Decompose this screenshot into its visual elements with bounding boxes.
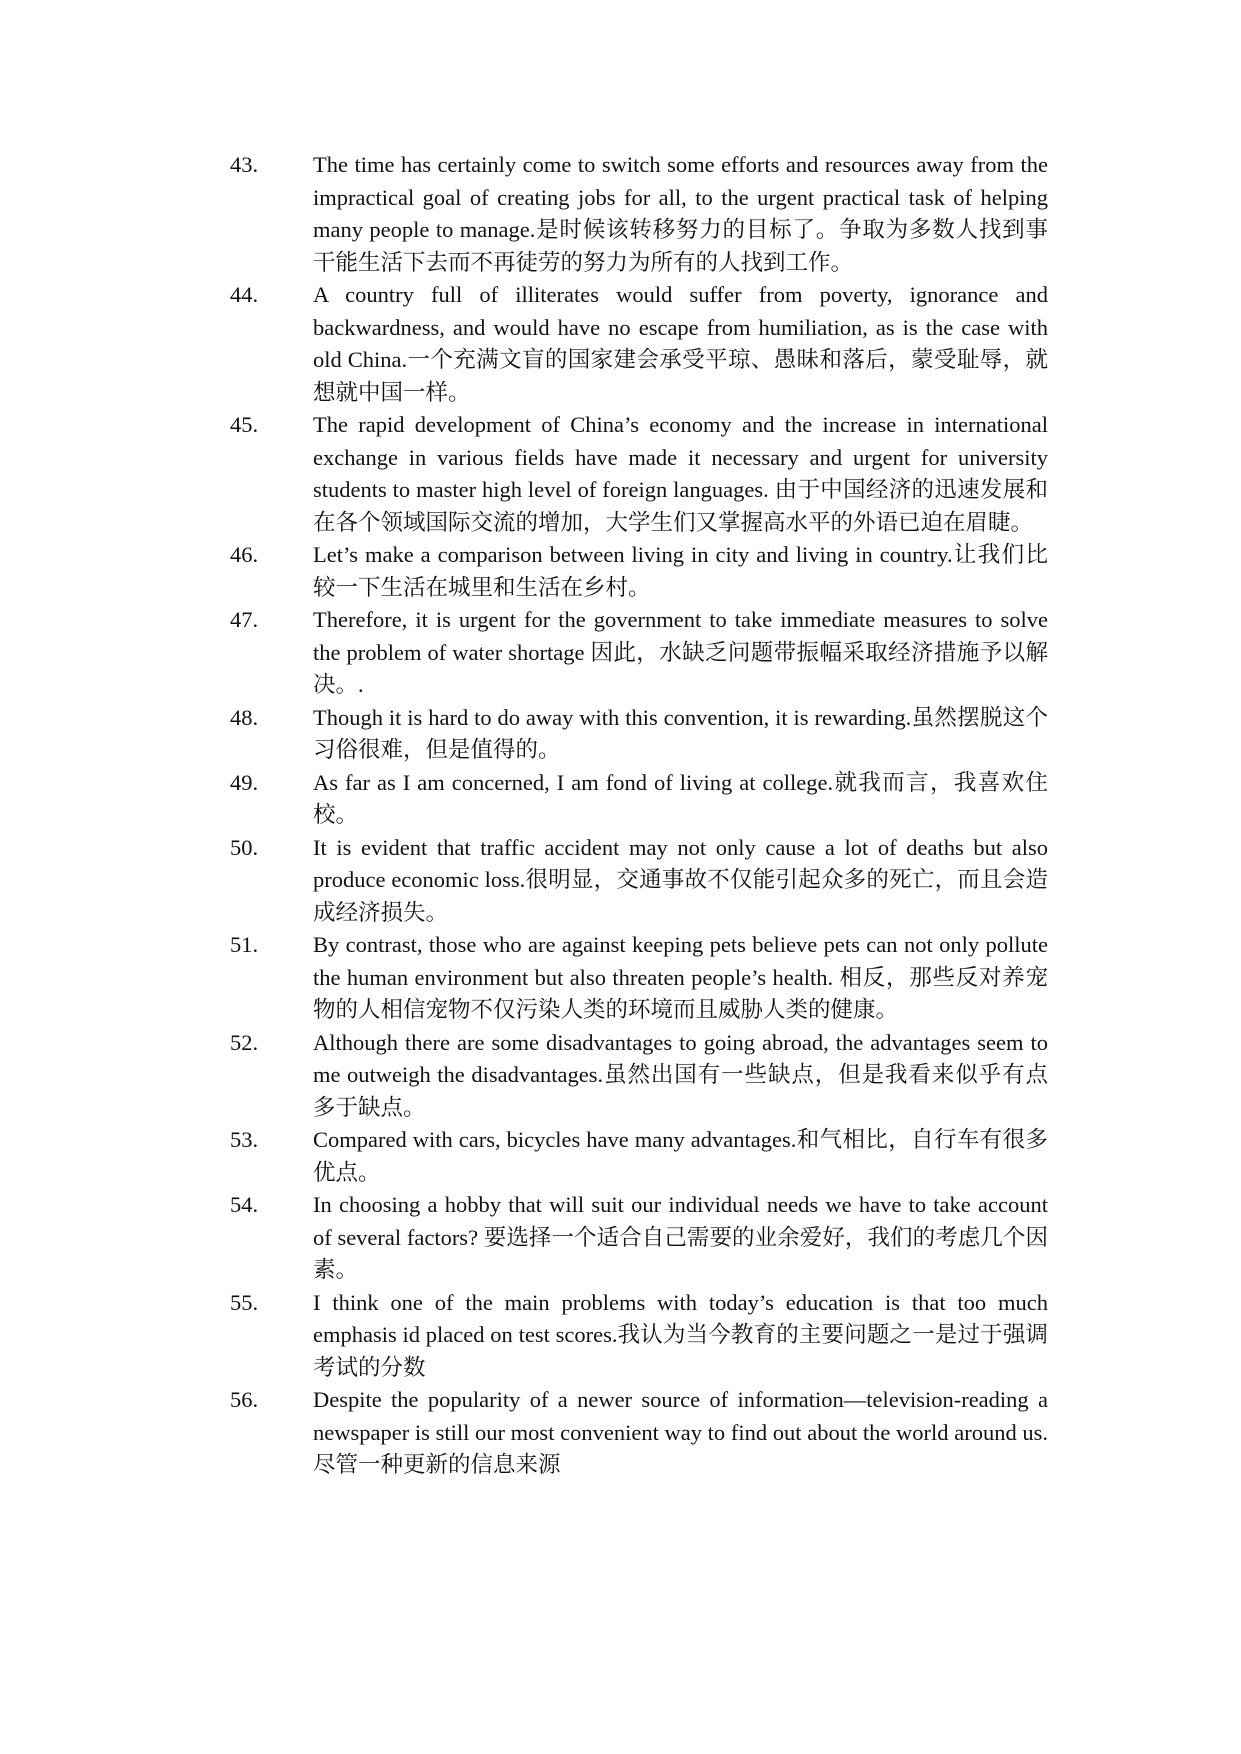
item-text: I think one of the main problems with today’s education is that too much emphasis id placed on test scores.我认为当今教育的主要问题之一是过于强调考试的分数 xyxy=(313,1289,1048,1380)
list-item xyxy=(230,539,1048,604)
item-number: 44. xyxy=(230,282,259,307)
item-number: 52. xyxy=(230,1029,259,1055)
item-number: 50. xyxy=(230,834,259,860)
item-text: The rapid development of China’s economy and the increase in international exchange in various fields have made it necessary and urgent for university students to master high level of foreign languages. 由于中国经济的迅速发展和在各个领域国际交流的增加，大学生们又掌握高水平的外语已迫在眉睫。 xyxy=(313,412,1048,535)
item-number: 49. xyxy=(230,769,259,795)
item-number: 54. xyxy=(230,1192,259,1217)
list-item xyxy=(230,604,1048,702)
item-text: Compared with cars, bicycles have many advantages.和气相比，自行车有很多优点。 xyxy=(313,1127,1048,1185)
item-text: By contrast, those who are against keeping pets believe pets can not only pollute the human environment but also threaten people’s health. 相反，那些反对养宠物的人相信宠物不仅污染人类的环境而且威胁人类的健康。 xyxy=(313,932,1048,1022)
list-item xyxy=(230,1384,1048,1482)
sentence-list xyxy=(230,149,1048,1482)
item-text: A country full of illiterates would suffer from poverty, ignorance and backwardness, and would have no escape from humiliation, as is the case with old China.一个充满文盲的国家建会承受平琼、愚昧和落后，蒙受耻辱，就想就中国一样。 xyxy=(313,282,1048,405)
item-number: 47. xyxy=(230,607,259,632)
item-text: Despite the popularity of a newer source of information—television-reading a newspaper is still our most convenient way to find out about the world around us. 尽管一种更新的信息来源 xyxy=(313,1387,1048,1477)
list-item xyxy=(230,1287,1048,1385)
list-item xyxy=(230,279,1048,409)
item-text: In choosing a hobby that will suit our individual needs we have to take account of several factors? 要选择一个适合自己需要的业余爱好，我们的考虑几个因素。 xyxy=(313,1192,1048,1282)
item-number: 55. xyxy=(230,1289,259,1315)
item-number: 48. xyxy=(230,704,259,730)
item-number: 46. xyxy=(230,542,259,567)
item-number: 53. xyxy=(230,1127,259,1152)
item-text: It is evident that traffic accident may not only cause a lot of deaths but also produce economic loss.很明显，交通事故不仅能引起众多的死亡，而且会造成经济损失。 xyxy=(313,834,1048,925)
item-text: Let’s make a comparison between living in city and living in country.让我们比较一下生活在城里和生活在乡村。 xyxy=(313,542,1048,600)
item-number: 45. xyxy=(230,412,259,437)
list-item xyxy=(230,1027,1048,1125)
list-item xyxy=(230,409,1048,539)
list-item xyxy=(230,149,1048,279)
item-text: The time has certainly come to switch some efforts and resources away from the impractical goal of creating jobs for all, to the urgent practical task of helping many people to manage.是时候该转移努力的目标了。争取为多数人找到事干能生活下去而不再徒劳的努力为所有的人找到工作。 xyxy=(313,152,1048,275)
list-item xyxy=(230,1124,1048,1189)
list-item xyxy=(230,1189,1048,1287)
item-number: 56. xyxy=(230,1387,259,1412)
item-text: As far as I am concerned, I am fond of living at college.就我而言，我喜欢住校。 xyxy=(313,769,1048,827)
list-item xyxy=(230,832,1048,930)
list-item xyxy=(230,702,1048,767)
item-number: 51. xyxy=(230,932,259,957)
item-text: Though it is hard to do away with this convention, it is rewarding.虽然摆脱这个习俗很难，但是值得的。 xyxy=(313,704,1048,762)
list-item xyxy=(230,929,1048,1027)
list-item xyxy=(230,767,1048,832)
item-text: Although there are some disadvantages to going abroad, the advantages seem to me outweigh the disadvantages.虽然出国有一些缺点，但是我看来似乎有点多于缺点。 xyxy=(313,1029,1048,1120)
item-text: Therefore, it is urgent for the government to take immediate measures to solve the problem of water shortage 因此，水缺乏问题带振幅采取经济措施予以解决。. xyxy=(313,607,1048,697)
item-number: 43. xyxy=(230,152,259,177)
